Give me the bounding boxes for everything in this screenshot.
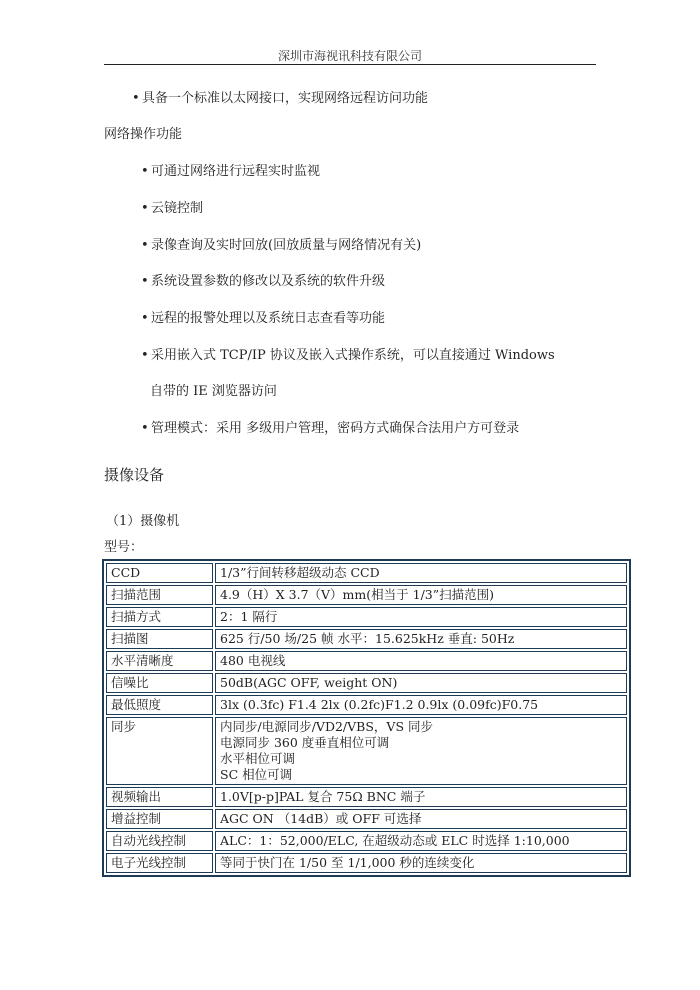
spec-value-line: 2：1 隔行 [220, 609, 278, 624]
bullet-dot: • [132, 91, 140, 106]
bullet-dot: • [141, 311, 149, 326]
network-bullet-text: 录像查询及实时回放(回放质量与网络情况有关) [151, 238, 422, 253]
spec-row [106, 831, 627, 851]
bullet-dot: • [141, 238, 149, 253]
network-section-title: 网络操作功能 [104, 127, 183, 142]
network-bullet [141, 238, 421, 254]
spec-value-line: 4.9（H）X 3.7（V）mm(相当于 1/3”扫描范围) [220, 587, 494, 602]
spec-row [106, 673, 627, 693]
spec-value [215, 831, 627, 851]
spec-key: 水平清晰度 [106, 651, 213, 671]
spec-value [215, 717, 627, 785]
spec-value [215, 607, 627, 627]
spec-value-line: ALC：1：52,000/ELC, 在超级动态或 ELC 时选择 1:10,000 [220, 833, 570, 848]
spec-value-line: AGC ON （14dB）或 OFF 可选择 [220, 811, 422, 826]
network-bullet-text: 采用嵌入式 TCP/IP 协议及嵌入式操作系统，可以直接通过 Windows [151, 348, 555, 363]
spec-key: 信噪比 [106, 673, 213, 693]
network-bullet-continuation: 自带的 IE 浏览器访问 [150, 384, 277, 399]
network-bullet [141, 311, 385, 327]
spec-value-line: 等同于快门在 1/50 至 1/1,000 秒的连续变化 [220, 855, 475, 870]
spec-value-line: 480 电视线 [220, 653, 286, 668]
spec-value-line: 水平相位可调 [220, 751, 296, 766]
camera-sub-heading: （1）摄像机 [106, 514, 180, 529]
page-header: 深圳市海视讯科技有限公司 [277, 49, 422, 63]
spec-key: 视频输出 [106, 787, 213, 807]
spec-key: 增益控制 [106, 809, 213, 829]
spec-key: CCD [106, 563, 213, 583]
network-bullet [141, 164, 320, 180]
network-bullet [141, 421, 519, 437]
spec-key: 扫描图 [106, 629, 213, 649]
network-bullet-text: 可通过网络进行远程实时监视 [151, 164, 321, 179]
spec-value-line: 电源同步 360 度垂直相位可调 [220, 735, 390, 750]
spec-value-line: 1.0V[p-p]PAL 复合 75Ω BNC 端子 [220, 789, 426, 804]
spec-key: 扫描范围 [106, 585, 213, 605]
camera-section-heading: 摄像设备 [104, 466, 165, 484]
spec-row [106, 809, 627, 829]
spec-table-body [106, 563, 627, 873]
bullet-dot: • [141, 164, 149, 179]
spec-value [215, 563, 627, 583]
spec-row [106, 585, 627, 605]
intro-bullet [132, 91, 428, 107]
bullet-dot: • [141, 201, 149, 216]
network-bullet-text: 系统设置参数的修改以及系统的软件升级 [151, 274, 386, 289]
spec-key: 电子光线控制 [106, 853, 213, 873]
spec-value [215, 787, 627, 807]
spec-row [106, 651, 627, 671]
spec-row [106, 787, 627, 807]
spec-row [106, 717, 627, 785]
intro-bullet-text: 具备一个标准以太网接口，实现网络远程访问功能 [142, 91, 429, 106]
spec-key: 自动光线控制 [106, 831, 213, 851]
network-bullet-text: 云镜控制 [151, 201, 204, 216]
spec-row [106, 695, 627, 715]
spec-value [215, 695, 627, 715]
model-label: 型号： [104, 540, 144, 555]
camera-spec-table [102, 559, 631, 877]
spec-value [215, 585, 627, 605]
network-bullet-text: 管理模式：采用 多级用户管理，密码方式确保合法用户方可登录 [151, 421, 520, 436]
network-bullet-text: 远程的报警处理以及系统日志查看等功能 [151, 311, 386, 326]
spec-key: 扫描方式 [106, 607, 213, 627]
spec-value-line: 3lx (0.3fc) F1.4 2lx (0.2fc)F1.2 0.9lx (0.09fc)F0.75 [220, 697, 539, 712]
spec-value [215, 809, 627, 829]
spec-key: 最低照度 [106, 695, 213, 715]
bullet-dot: • [141, 421, 149, 436]
spec-value-line: SC 相位可调 [220, 767, 293, 782]
network-bullet [141, 274, 385, 290]
header-rule [104, 64, 596, 65]
bullet-dot: • [141, 348, 149, 363]
spec-value-line: 625 行/50 场/25 帧 水平：15.625kHz 垂直: 50Hz [220, 631, 515, 646]
spec-row [106, 563, 627, 583]
spec-row [106, 853, 627, 873]
spec-value-line: 内同步/电源同步/VD2/VBS，VS 同步 [220, 719, 433, 734]
spec-value-line: 1/3”行间转移超级动态 CCD [220, 565, 380, 580]
network-bullet [141, 201, 203, 217]
spec-row [106, 607, 627, 627]
spec-value-line: 50dB(AGC OFF, weight ON) [220, 675, 398, 690]
spec-value [215, 673, 627, 693]
spec-value [215, 651, 627, 671]
network-bullet [141, 348, 555, 364]
spec-key: 同步 [106, 717, 213, 785]
spec-value [215, 629, 627, 649]
spec-row [106, 629, 627, 649]
bullet-dot: • [141, 274, 149, 289]
spec-value [215, 853, 627, 873]
